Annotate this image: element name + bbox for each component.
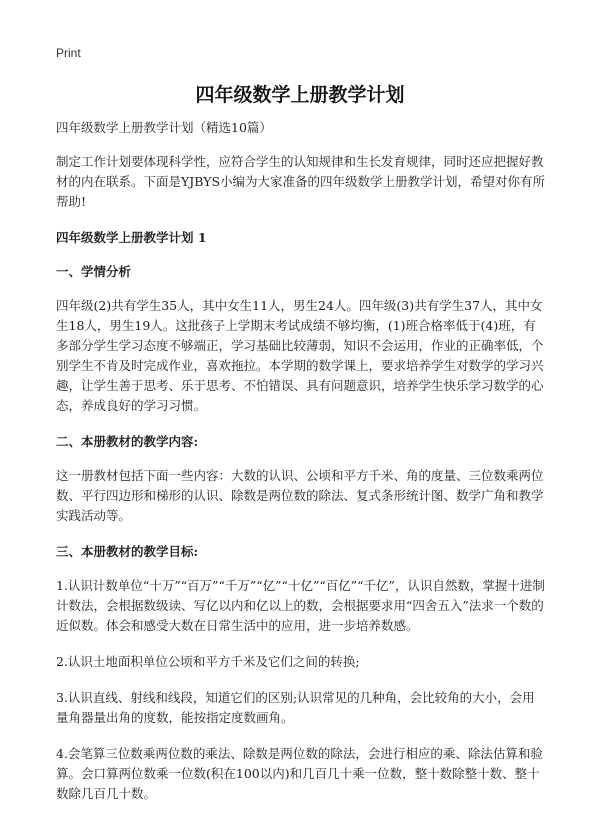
section-heading-situation: 一、学情分析 xyxy=(56,264,132,279)
section-heading-goals: 三、本册教材的教学目标: xyxy=(56,544,199,559)
plan-heading: 四年级数学上册教学计划 1 xyxy=(56,230,207,245)
goal-item: 2.认识土地面积单位公顷和平方千米及它们之间的转换; xyxy=(56,654,360,669)
intro-paragraph: 制定工作计划要体现科学性，应符合学生的认知规律和生长发育规律，同时还应把握好教材的内在联系。下面是YJBYS小编为大家准备的四年级数学上册教学计划，希望对你有所帮助! xyxy=(56,154,546,209)
goal-item: 4.会笔算三位数乘两位数的乘法、除数是两位数的除法，会进行相应的乘、除法估算和验算。会口算两位数乘一位数(积在100以内)和几百几十乘一位数，整十数除整十数、整十数除几百几十数。 xyxy=(56,746,543,801)
section-body-content: 这一册教材包括下面一些内容：大数的认识、公顷和平方千米、角的度量、三位数乘两位数、平行四边形和梯形的认识、除数是两位数的除法、复式条形统计图、数学广角和教学实践活动等。 xyxy=(56,468,544,523)
goal-item: 3.认识直线、射线和线段，知道它们的区别;认识常见的几种角，会比较角的大小，会用量角器量出角的度数，能按指定度数画角。 xyxy=(56,690,535,725)
goal-item: 1.认识计数单位“十万”“百万”“千万”“亿”“十亿”“百亿”“千亿”，认识自然数，掌握十进制计数法，会根据数级读、写亿以内和亿以上的数，会根据要求用“四舍五入”法求一个数的近似数。体会和感受大数在日常生活中的应用，进一步培养数感。 xyxy=(56,578,545,633)
document-subtitle: 四年级数学上册教学计划（精选10篇） xyxy=(56,120,272,135)
page-title: 四年级数学上册教学计划 xyxy=(195,84,405,106)
section-heading-content: 二、本册教材的教学内容: xyxy=(56,434,199,449)
document-body xyxy=(56,118,546,820)
section-body-situation: 四年级(2)共有学生35人，其中女生11人，男生24人。四年级(3)共有学生37人，其中女生18人，男生19人。这批孩子上学期末考试成绩不够均衡，(1)班合格率低于(4)班，有多部分学生学习态度不够端正，学习基础比较薄弱，知识不会运用，作业的正确率低，个别学生不肯及时完成作业，喜欢拖拉。本学期的数学课上，要求培养学生对数学的学习兴趣，让学生善于思考、乐于思考、不怕错误、具有问题意识，培养学生快乐学习数学的心态，养成良好的学习习惯。 xyxy=(56,298,544,413)
print-label: Print xyxy=(56,46,81,60)
